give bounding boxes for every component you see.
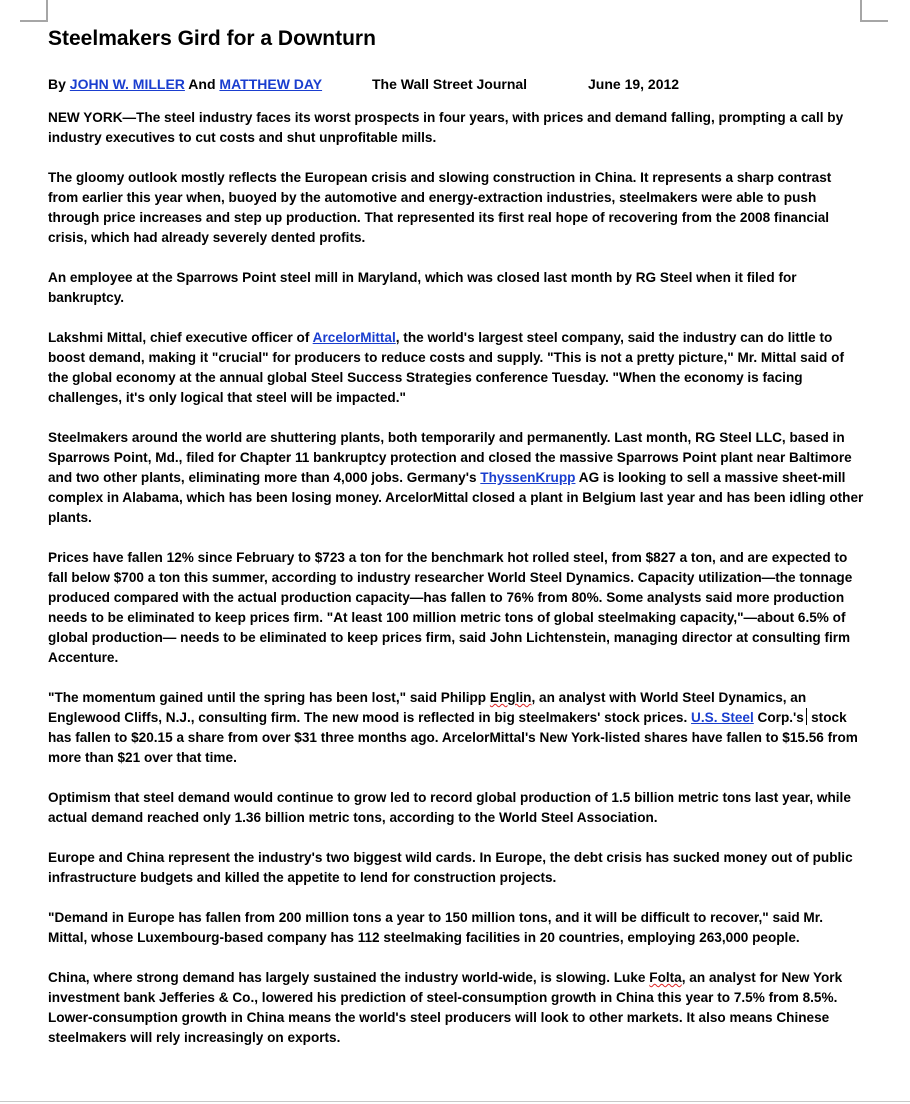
paragraph-11-text-rest: , an analyst for New York investment bank Jefferies & Co., lowered his prediction of steel-consumption growth in China this year to 7.5% from 8.5%. Lower-consumption growth in China means the world's steel producers will look to other markets. It also means Chinese steelmakers will rely increasingly on exports. — [48, 970, 843, 1045]
page-corner-marker-left — [20, 0, 48, 22]
author-link-day[interactable]: MATTHEW DAY — [219, 76, 323, 92]
page-bottom-edge — [0, 1101, 910, 1102]
paragraph-7-text-rest: stock has fallen to $20.15 a share from over $31 three months ago. ArcelorMittal's New York-listed shares have fallen to $15.56 from more than $21 over that time. — [48, 710, 858, 765]
us-steel-link[interactable]: U.S. Steel — [691, 710, 754, 725]
paragraph-3: An employee at the Sparrows Point steel mill in Maryland, which was closed last month by RG Steel when it filed for bankruptcy. — [48, 270, 797, 305]
publication-date: June 19, 2012 — [588, 76, 680, 92]
document-page[interactable] — [48, 24, 864, 1068]
paragraph-4-text: Lakshmi Mittal, chief executive officer of — [48, 330, 310, 345]
spellcheck-word-englin[interactable]: Englin — [489, 690, 532, 705]
paragraph-2: The gloomy outlook mostly reflects the European crisis and slowing construction in China. It represents a sharp contrast from earlier this year when, buoyed by the automotive and energy-extraction industries, steelmakers were able to push through price increases and step up production. That represented its first real hope of recovering from the 2008 financial crisis, which had already severely dented profits. — [48, 170, 832, 245]
paragraph-5 — [48, 428, 864, 528]
article-title: Steelmakers Gird for a Downturn — [48, 27, 376, 50]
page-corner-marker-right — [860, 0, 888, 22]
paragraph-8: Optimism that steel demand would continue to grow led to record global production of 1.5 billion metric tons last year, while actual demand reached only 1.36 billion metric tons, according to the World Steel Association. — [48, 790, 851, 825]
text-cursor — [806, 708, 808, 725]
byline-authors — [48, 74, 372, 94]
thyssenkrupp-link[interactable]: ThyssenKrupp — [480, 470, 576, 485]
publication-name: The Wall Street Journal — [372, 76, 528, 92]
paragraph-9: Europe and China represent the industry's two biggest wild cards. In Europe, the debt crisis has sucked money out of public infrastructure budgets and killed the appetite to lend for construction projects. — [48, 850, 853, 885]
paragraph-6: Prices have fallen 12% since February to $723 a ton for the benchmark hot rolled steel, from $827 a ton, and are expected to fall below $700 a ton this summer, according to industry researcher World Steel Dynamics. Capacity utilization—the tonnage produced compared with the actual production capacity—has fallen to 76% from 80%. Some analysts said more production needs to be eliminated to keep prices firm. "At least 100 million metric tons of global steelmaking capacity,"—about 6.5% of global production— needs to be eliminated to keep prices firm, said John Lichtenstein, managing director at consulting firm Accenture. — [48, 550, 853, 665]
article-body — [48, 108, 864, 1048]
paragraph-7 — [48, 688, 864, 768]
author-link-miller[interactable]: JOHN W. MILLER — [69, 76, 185, 92]
paragraph-4-text-rest: , the world's largest steel company, said the industry can do little to boost demand, making it "crucial" for producers to reduce costs and supply. "This is not a pretty picture," Mr. Mittal said of the global economy at the annual global Steel Success Strategies conference Tuesday. "When the economy is facing challenges, it's only logical that steel will be impacted." — [48, 330, 844, 405]
byline-and: And — [188, 76, 216, 92]
paragraph-10: "Demand in Europe has fallen from 200 million tons a year to 150 million tons, and it will be difficult to recover," said Mr. Mittal, whose Luxembourg-based company has 112 steelmaking facilities in 20 countries, employing 263,000 people. — [48, 910, 824, 945]
paragraph-5-text-rest: AG is looking to sell a massive sheet-mill complex in Alabama, which has been losing money. ArcelorMittal closed a plant in Belgium last year and has been idling other plants. — [48, 470, 864, 525]
byline — [48, 74, 864, 94]
arcelormittal-link[interactable]: ArcelorMittal — [312, 330, 396, 345]
byline-by: By — [48, 76, 66, 92]
paragraph-7-text-mid: , an analyst with World Steel Dynamics, an Englewood Cliffs, N.J., consulting firm. The new mood is reflected in big steelmakers' stock prices. — [48, 690, 807, 725]
paragraph-1: NEW YORK—The steel industry faces its worst prospects in four years, with prices and demand falling, prompting a call by industry executives to cut costs and shut unprofitable mills. — [48, 110, 844, 145]
paragraph-7-text: "The momentum gained until the spring has been lost," said Philipp — [48, 690, 487, 705]
paragraph-4 — [48, 328, 864, 408]
paragraph-7-text-corp: Corp.'s — [757, 710, 804, 725]
paragraph-11 — [48, 968, 864, 1048]
paragraph-5-text: Steelmakers around the world are shuttering plants, both temporarily and permanently. Last month, RG Steel LLC, based in Sparrows Point, Md., filed for Chapter 11 bankruptcy protection and closed the massive Sparrows Point plant near Baltimore and two other plants, eliminating more than 4,000 jobs. Germany's — [48, 430, 852, 485]
spellcheck-word-folta[interactable]: Folta — [649, 970, 682, 985]
paragraph-11-text: China, where strong demand has largely sustained the industry world-wide, is slowing. Luke — [48, 970, 646, 985]
